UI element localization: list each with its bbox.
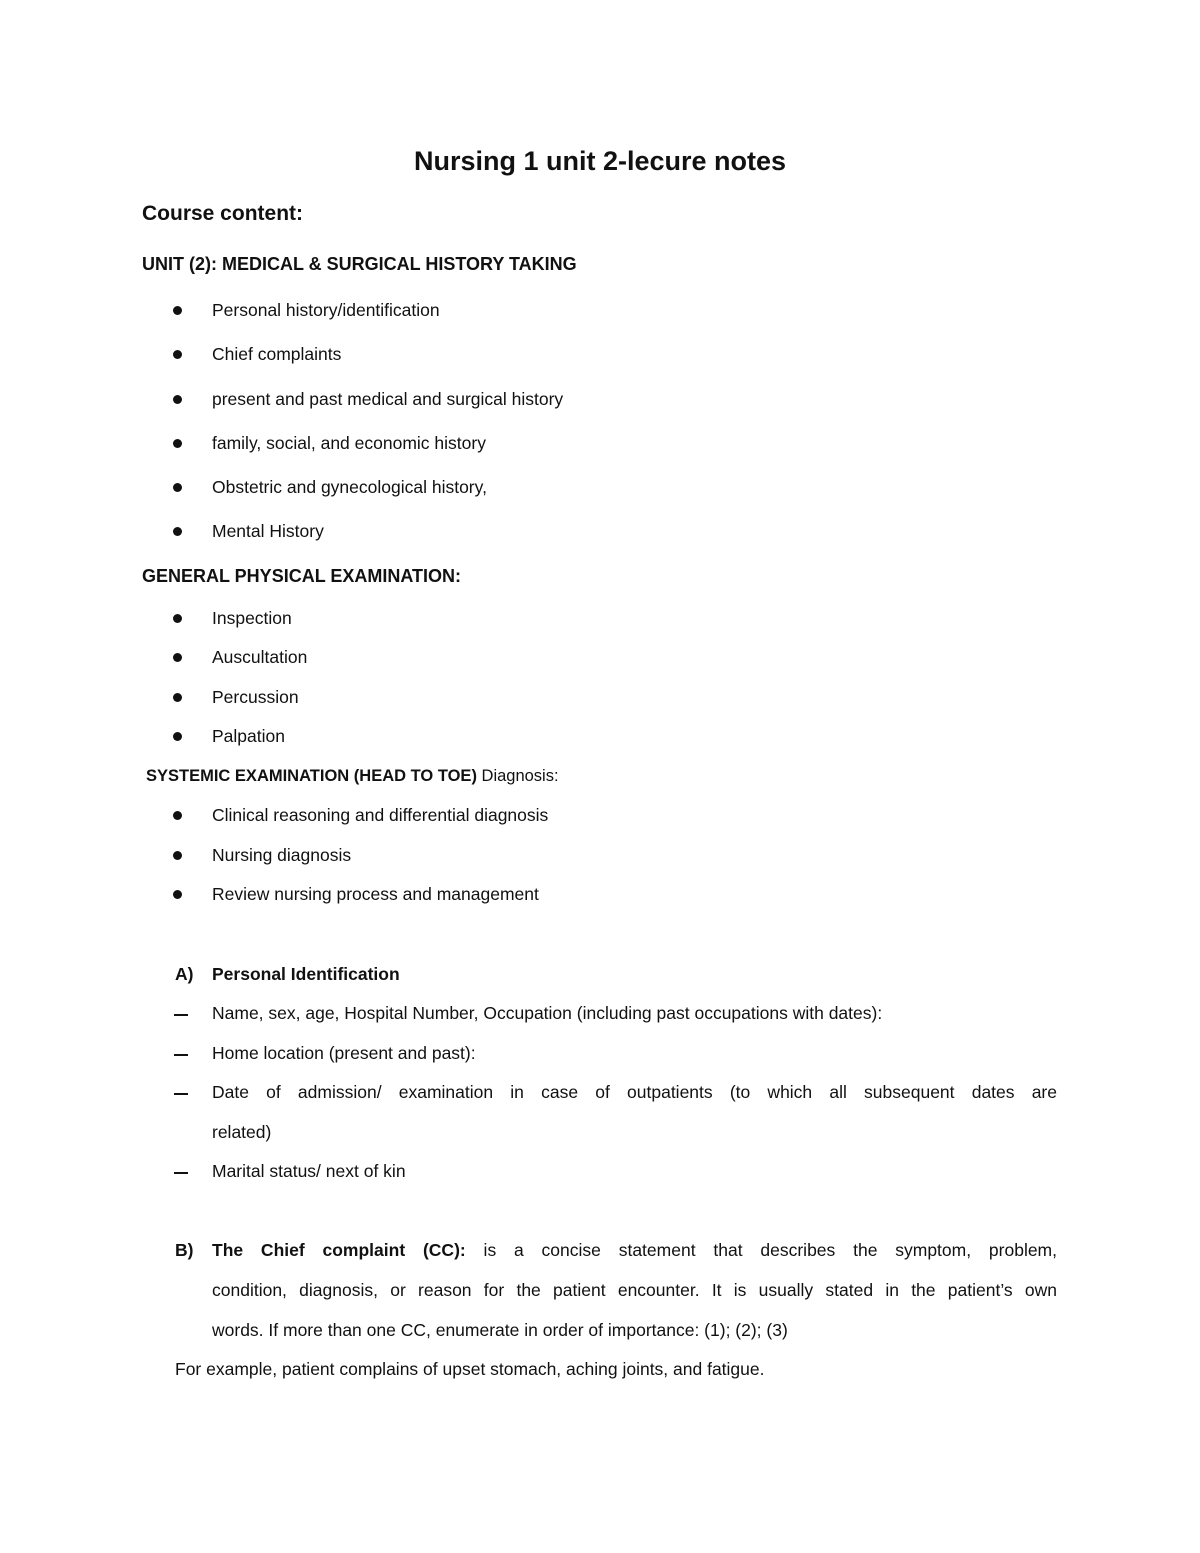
systemic-line [146, 767, 559, 786]
list-item-text: family, social, and economic history [212, 433, 486, 453]
bullet-icon [173, 350, 182, 359]
section-b-marker: B) [175, 1240, 194, 1260]
section-a-item: Name, sex, age, Hospital Number, Occupation (including past occupations with dates): [212, 1003, 883, 1023]
list-item-text: present and past medical and surgical history [212, 389, 564, 409]
systemic-suffix: Diagnosis: [476, 767, 559, 785]
list-item-text: Personal history/identification [212, 300, 440, 320]
list-item-text: Auscultation [212, 647, 308, 667]
bullet-icon [173, 527, 182, 536]
section-a-heading: Personal Identification [212, 964, 400, 984]
section-b-line-2-text: condition, diagnosis, or reason for the patient encounter. It is usually stated in the patient’s own [212, 1280, 1057, 1300]
list-item-text: Palpation [212, 726, 285, 746]
list-item-text: Nursing diagnosis [212, 845, 352, 865]
list-item-text: Inspection [212, 608, 292, 628]
course-content-heading: Course content: [142, 202, 304, 225]
bullet-icon [173, 439, 182, 448]
unit-heading: UNIT (2): MEDICAL & SURGICAL HISTORY TAKING [142, 254, 577, 274]
list-item-text: Clinical reasoning and differential diagnosis [212, 805, 549, 825]
bullet-icon [173, 890, 182, 899]
list-item-text: Mental History [212, 521, 324, 541]
bullet-icon [173, 693, 182, 702]
bullet-icon [173, 653, 182, 662]
list-item-text: Obstetric and gynecological history, [212, 477, 487, 497]
dash-icon [174, 1054, 188, 1056]
gpe-heading: GENERAL PHYSICAL EXAMINATION: [142, 566, 462, 586]
bullet-icon [173, 811, 182, 820]
section-a-item: Home location (present and past): [212, 1043, 476, 1063]
bullet-icon [173, 614, 182, 623]
dash-icon [174, 1093, 188, 1095]
dash-icon [174, 1172, 188, 1174]
systemic-heading: SYSTEMIC EXAMINATION (HEAD TO TOE) [146, 767, 477, 785]
dash-icon [174, 1014, 188, 1016]
bullet-icon [173, 732, 182, 741]
section-a-item: Marital status/ next of kin [212, 1161, 406, 1181]
bullet-icon [173, 306, 182, 315]
list-item-text: Percussion [212, 687, 299, 707]
section-b-line-1 [212, 1240, 1057, 1261]
list-item-text: Chief complaints [212, 344, 342, 364]
section-b-line-2 [212, 1280, 1057, 1301]
document-title: Nursing 1 unit 2-lecure notes [413, 146, 787, 176]
section-a-item-text: Date of admission/ examination in case of outpatients (to which all subsequent dates are [212, 1082, 1057, 1102]
section-a-marker: A) [175, 964, 194, 984]
example-text: For example, patient complains of upset stomach, aching joints, and fatigue. [175, 1359, 765, 1379]
bullet-icon [173, 483, 182, 492]
bullet-icon [173, 395, 182, 404]
section-b-line-1-text: is a concise statement that describes the symptom, problem, [465, 1240, 1057, 1260]
section-a-item-continuation: related) [212, 1122, 272, 1142]
bullet-icon [173, 851, 182, 860]
list-item-text: Review nursing process and management [212, 884, 539, 904]
section-b-line-3: words. If more than one CC, enumerate in order of importance: (1); (2); (3) [212, 1320, 788, 1340]
section-b-heading: The Chief complaint (CC): [212, 1240, 466, 1260]
section-a-item [212, 1082, 1057, 1103]
